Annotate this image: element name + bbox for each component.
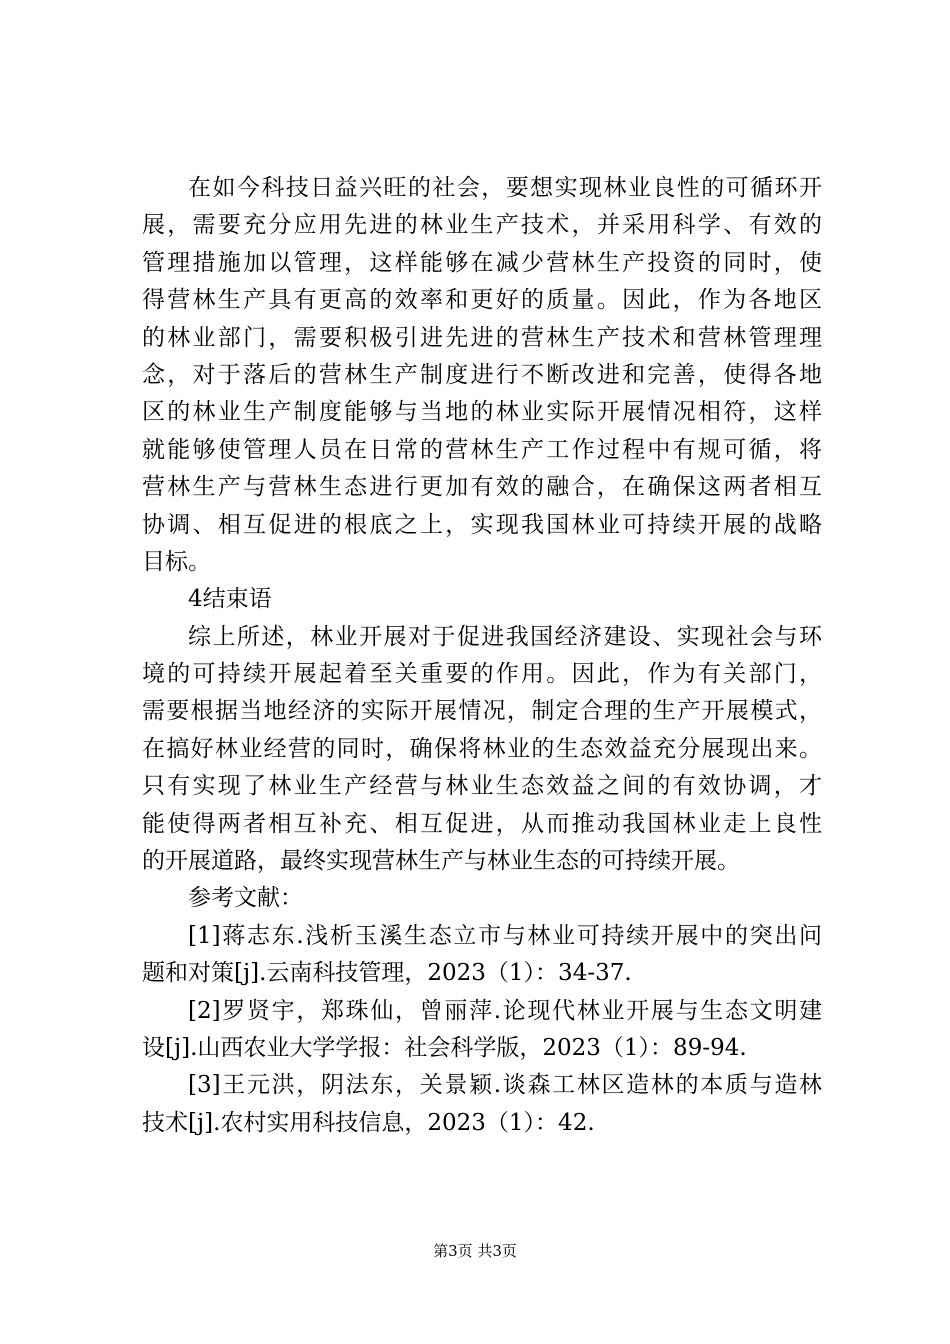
paragraph xyxy=(142,619,822,881)
text-line: 的林业部门，需要积极引进先进的营林生产技术和营林管理理 xyxy=(142,324,822,351)
text-line: 设[j].山西农业大学学报：社会科学版，2023（1）：89-94. xyxy=(142,1034,747,1061)
page-number-footer: 第3页 共3页 xyxy=(433,1242,517,1260)
reference-item xyxy=(142,993,822,1068)
text-line: 念，对于落后的营林生产制度进行不断改进和完善，使得各地 xyxy=(142,361,822,388)
text-line: 题和对策[j].云南科技管理，2023（1）：34-37. xyxy=(142,960,632,987)
text-line: 需要根据当地经济的实际开展情况，制定合理的生产开展模式， xyxy=(142,698,822,725)
text-line: 营林生产与营林生态进行更加有效的融合，在确保这两者相互 xyxy=(142,474,822,501)
text-line: 目标。 xyxy=(142,548,211,575)
text-line: 综上所述，林业开展对于促进我国经济建设、实现社会与环 xyxy=(188,623,822,650)
text-line: 在搞好林业经营的同时，确保将林业的生态效益充分展现出来。 xyxy=(142,735,822,762)
text-line: 在如今科技日益兴旺的社会，要想实现林业良性的可循环开 xyxy=(188,175,822,201)
text-line: 管理措施加以管理，这样能够在减少营林生产投资的同时，使 xyxy=(142,249,822,276)
text-line: 展，需要充分应用先进的林业生产技术，并采用科学、有效的 xyxy=(142,212,822,239)
text-line: 区的林业生产制度能够与当地的林业实际开展情况相符，这样 xyxy=(142,399,822,426)
paragraph xyxy=(142,170,822,581)
text-line: [1]蒋志东.浅析玉溪生态立市与林业可持续开展中的突出问 xyxy=(188,922,822,949)
references-heading: 参考文献： xyxy=(188,885,303,912)
text-line: [3]王元洪，阴法东，关景颖.谈森工林区造林的本质与造林 xyxy=(188,1072,822,1099)
text-line: 协调、相互促进的根底之上，实现我国林业可持续开展的战略 xyxy=(142,511,822,538)
text-line: 只有实现了林业生产经营与林业生态效益之间的有效协调，才 xyxy=(142,773,822,800)
text-line: 技术[j].农村实用科技信息，2023（1）：42. xyxy=(142,1109,595,1136)
section-heading: 4结束语 xyxy=(188,586,272,613)
text-line: 得营林生产具有更高的效率和更好的质量。因此，作为各地区 xyxy=(142,287,822,314)
reference-item xyxy=(142,918,822,993)
reference-item xyxy=(142,1067,822,1142)
document-body xyxy=(142,170,822,1142)
text-line: 能使得两者相互补充、相互促进，从而推动我国林业走上良性 xyxy=(142,810,822,837)
text-line: 就能够使管理人员在日常的营林生产工作过程中有规可循，将 xyxy=(142,436,822,463)
text-line: 境的可持续开展起着至关重要的作用。因此，作为有关部门， xyxy=(142,661,822,688)
text-line: 的开展道路，最终实现营林生产与林业生态的可持续开展。 xyxy=(142,848,740,875)
text-line: [2]罗贤宇，郑珠仙，曾丽萍.论现代林业开展与生态文明建 xyxy=(188,997,822,1024)
